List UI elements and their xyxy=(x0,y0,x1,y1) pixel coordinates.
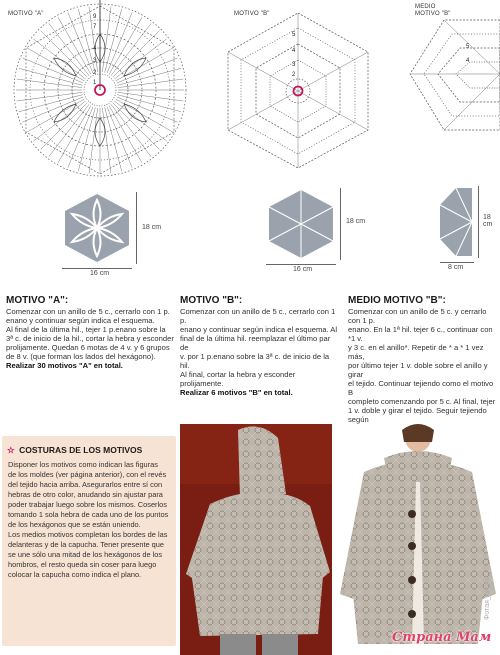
schematic-a-height: 18 cm xyxy=(142,224,162,231)
schematic-b-height: 18 cm xyxy=(346,218,366,225)
motif-a-label: MOTIVO "A" xyxy=(8,11,44,17)
chart-stitch-line xyxy=(58,106,91,163)
costuras-line: se une sólo una mitad de los hexágonos de los xyxy=(8,550,163,559)
row-number-9: 9 xyxy=(93,14,97,20)
chart-stitch-line xyxy=(118,79,183,88)
chart-stitch-line xyxy=(105,107,122,171)
medio-label-line1: MEDIO xyxy=(415,4,436,10)
medio-motif-b-chart xyxy=(408,18,500,168)
instructions-c-line: y 3 c. en el anillo*. Repetir de * a * 1 vez más, xyxy=(348,343,484,361)
schematic-c-height: 18 cm xyxy=(483,214,493,228)
instructions-c-text xyxy=(348,307,498,442)
costuras-line: de los moldes (ver página anterior), con el revés xyxy=(8,470,167,479)
chart-stitch-line xyxy=(78,107,95,171)
chart-stitch-line xyxy=(105,9,122,73)
chart-stitch-line xyxy=(19,68,83,85)
costuras-title: COSTURAS DE LOS MOTIVOS xyxy=(19,445,143,455)
chart-stitch-line xyxy=(89,108,98,173)
photo-hooded-jacket-back xyxy=(180,424,332,655)
schematic-c-hline xyxy=(440,262,474,263)
chart-stitch-line xyxy=(118,92,183,101)
instructions-b-line: enano y continuar según indica el esquema. Al xyxy=(180,325,338,334)
instructions-b-line: v. por 1 p.enano sobre la 3ª c. de inicio de la hil. xyxy=(180,352,330,370)
costuras-star-icon: ☆ xyxy=(7,445,15,455)
instructions-b-line: final de la última hil. reemplazar el último par de xyxy=(180,334,331,352)
schematic-b-vline xyxy=(340,188,341,260)
costuras-line: Disponer los motivos como indican las figuras xyxy=(8,460,158,469)
instructions-a-line: prolijamente. Quedan 6 motas de 4 v. y 6 grupos xyxy=(6,343,170,352)
costuras-line: hombros, el resto queda sin coser para luego xyxy=(8,560,157,569)
instructions-c-line: por último tejer 1 v. doble sobre el anillo y girar xyxy=(348,361,488,379)
costuras-text xyxy=(2,458,176,580)
row-number-2: 2 xyxy=(93,70,97,76)
costuras-header xyxy=(2,436,176,458)
schematic-c-vline xyxy=(478,186,479,258)
instructions-a-line: Comenzar con un anillo de 5 c., cerrarlo con 1 p. xyxy=(6,307,170,316)
schematic-b xyxy=(266,188,336,260)
row-number-3b: 3 xyxy=(292,62,296,68)
schematic-c-width: 8 cm xyxy=(448,264,464,271)
instructions-a-line: Al final de la última hil., tejer 1 p.enano sobre la xyxy=(6,325,166,334)
row-number-4: 4 xyxy=(93,46,97,52)
chart-stitch-line xyxy=(17,79,82,88)
schematic-a-width: 16 cm xyxy=(90,270,110,277)
instructions-a-line: de 8 v. (que forman los lados del hexágono). xyxy=(6,352,156,361)
schematic-b-hline xyxy=(266,264,336,265)
row-number-5: 5 xyxy=(292,32,296,38)
instructions-a-title: MOTIVO "A": xyxy=(6,295,69,306)
instructions-a-text xyxy=(6,307,174,370)
motif-b-chart xyxy=(218,10,378,170)
chart-stitch-line xyxy=(109,17,142,74)
costuras-line: del tejido hacia arriba. Asegurarlos entre sí con xyxy=(8,480,163,489)
row-number-2b: 2 xyxy=(292,72,296,78)
chart-stitch-line xyxy=(58,17,91,74)
schematic-b-width: 16 cm xyxy=(293,266,313,273)
chart-stitch-line xyxy=(109,106,142,163)
instructions-b-line: Comenzar con un anillo de 5 c., cerrarlo con 1 p. xyxy=(180,307,336,325)
watermark-side-text: Фотая_лилия xyxy=(484,576,491,620)
costuras-line: de los hexágonos que se están uniendo. xyxy=(8,520,141,529)
instructions-b-text xyxy=(180,307,340,397)
schematic-c xyxy=(438,186,474,258)
instructions-medio-motif-b xyxy=(348,295,498,442)
instructions-c-line: enano. En la 1ª hil. tejer 6 c., continuar con *1 v. xyxy=(348,325,493,343)
chart-stitch-line xyxy=(17,92,82,101)
instructions-b-total: Realizar 6 motivos "B" en total. xyxy=(180,388,293,397)
instructions-a-line: 3ª c. de inicio de la hil., cortar la hebra y esconder xyxy=(6,334,174,343)
row-number-1: 1 xyxy=(93,80,97,86)
instructions-a-line: enano y continuar según indica el esquema. xyxy=(6,316,155,325)
chart-stitch-line xyxy=(102,108,111,173)
chart-stitch-line xyxy=(19,95,83,112)
row-number-5c: 5 xyxy=(466,44,470,50)
row-number-3: 3 xyxy=(93,58,97,64)
instructions-c-title: MEDIO MOTIVO "B": xyxy=(348,295,446,306)
medio-label-line2: MOTIVO "B" xyxy=(415,11,451,17)
motif-b-label: MOTIVO "B" xyxy=(234,11,270,17)
instructions-a-total: Realizar 30 motivos "A" en total. xyxy=(6,361,123,370)
chart-stitch-line xyxy=(102,7,111,72)
instructions-b-line: Al final, cortar la hebra y esconder prolijamente. xyxy=(180,370,296,388)
schematic-a-hline xyxy=(62,268,132,269)
costuras-line: tomando 1 sola hebra de cada uno de los puntos xyxy=(8,510,169,519)
instructions-c-line: completo comenzando por 5 c. Al final, tejer xyxy=(348,397,496,406)
costuras-line: poder trabajar luego sobre los mismos. Coserlos xyxy=(8,500,167,509)
costuras-line: delanteras y de la capucha. Tener presente que xyxy=(8,540,164,549)
costuras-line: Los medios motivos completan los bordes de las xyxy=(8,530,168,539)
costuras-line: colocar la capucha como indica el plano. xyxy=(8,570,142,579)
instructions-c-line: Comenzar con un anillo de 5 c. y cerrarlo con 1 p. xyxy=(348,307,487,325)
instructions-motif-b xyxy=(180,295,340,397)
chart-stitch-line xyxy=(117,95,181,112)
row-number-4b: 4 xyxy=(292,48,296,54)
instructions-motif-a xyxy=(6,295,174,370)
schematic-a xyxy=(62,192,132,264)
instructions-b-title: MOTIVO "B": xyxy=(180,295,243,306)
chart-stitch-line xyxy=(117,68,181,85)
watermark-strana-mam: Страна Мам xyxy=(392,630,492,645)
row-number-4c: 4 xyxy=(466,58,470,64)
costuras-box xyxy=(2,436,176,646)
instructions-c-line: el tejido. Continuar tejiendo como el motivo B xyxy=(348,379,494,397)
schematic-a-vline xyxy=(136,192,137,264)
costuras-line: hebras de otro color, anudando sin ajustar para xyxy=(8,490,163,499)
row-number-7: 7 xyxy=(93,24,97,30)
motif-a-chart xyxy=(8,0,190,180)
instructions-c-line: 1 v. doble y girar el tejido. Seguir tejiendo según xyxy=(348,406,487,424)
photo-hooded-jacket-front xyxy=(336,424,500,655)
